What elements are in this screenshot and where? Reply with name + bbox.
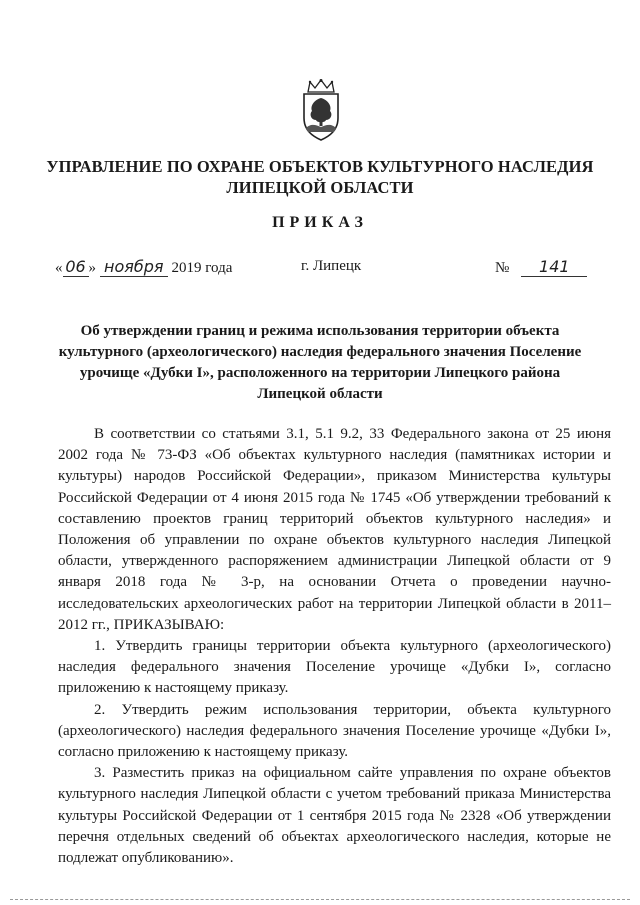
document-number — [495, 258, 587, 277]
subject-line: Липецкой области — [257, 386, 383, 402]
subject-line: Об утверждении границ и режима использования территории объекта — [80, 323, 560, 339]
order-item-3: 3. Разместить приказ на официальном сайте управления по охране объектов культурного наследия Липецкой области с учетом требований приказа Министерства культуры Российской Федерации от 1 сентября 2015 года № 2328 «Об утверждении перечня отдельных сведений об объектах археологического наследия, которые не подлежат опубликованию». — [58, 765, 611, 867]
document-title: ПРИКАЗ — [272, 214, 368, 231]
organization-line-1: УПРАВЛЕНИЕ ПО ОХРАНЕ ОБЪЕКТОВ КУЛЬТУРНОГО НАСЛЕДИЯ — [46, 157, 594, 176]
document-date — [55, 258, 232, 277]
quote-close: » — [88, 260, 96, 276]
subject-line: урочище «Дубки I», расположенного на территории Липецкого района — [79, 365, 561, 381]
page-bottom-edge — [10, 899, 630, 901]
number-value: 141 — [521, 258, 587, 277]
date-month: ноября — [100, 258, 168, 277]
subject-line: культурного (археологического) наследия федерального значения Поселение — [58, 344, 582, 360]
date-day: 06 — [63, 258, 89, 277]
document-body — [58, 424, 611, 869]
coat-of-arms-icon — [296, 78, 346, 142]
quote-open: « — [55, 260, 63, 276]
order-item-1: 1. Утвердить границы территории объекта культурного (археологического) наследия федерального значения Поселение урочище «Дубки I», согласно приложению к настоящему приказу. — [58, 638, 611, 697]
document-city: г. Липецк — [301, 258, 362, 274]
number-label: № — [495, 260, 510, 276]
preamble-paragraph: В соответствии со статьями 3.1, 5.1 9.2, 33 Федерального закона от 25 июня 2002 года № 73-ФЗ «Об объектах культурного наследия (памятниках истории и культуры) народов Российской Федерации», приказом Министерства культуры Российской Федерации от 4 июня 2015 года № 1745 «Об утверждении требований к составлению проектов границ территорий объектов культурного наследия» и Положения об управлении по охране объектов культурного наследия Липецкой области, утвержденного распоряжением администрации Липецкой области от 9 января 2018 года № 3-р, на основании Отчета о проведении научно-исследовательских археологических работ на территории Липецкой области в 2011–2012 гг., ПРИКАЗЫВАЮ: — [58, 426, 611, 633]
order-item-2: 2. Утвердить режим использования территории, объекта культурного (археологического) наследия федерального значения Поселение урочище «Дубки I», согласно приложению к настоящему приказу. — [58, 701, 611, 761]
document-subject — [40, 321, 600, 405]
organization-name — [40, 156, 600, 198]
document-meta — [55, 258, 610, 282]
date-year: 2019 года — [171, 260, 233, 276]
organization-line-2: ЛИПЕЦКОЙ ОБЛАСТИ — [226, 178, 414, 197]
